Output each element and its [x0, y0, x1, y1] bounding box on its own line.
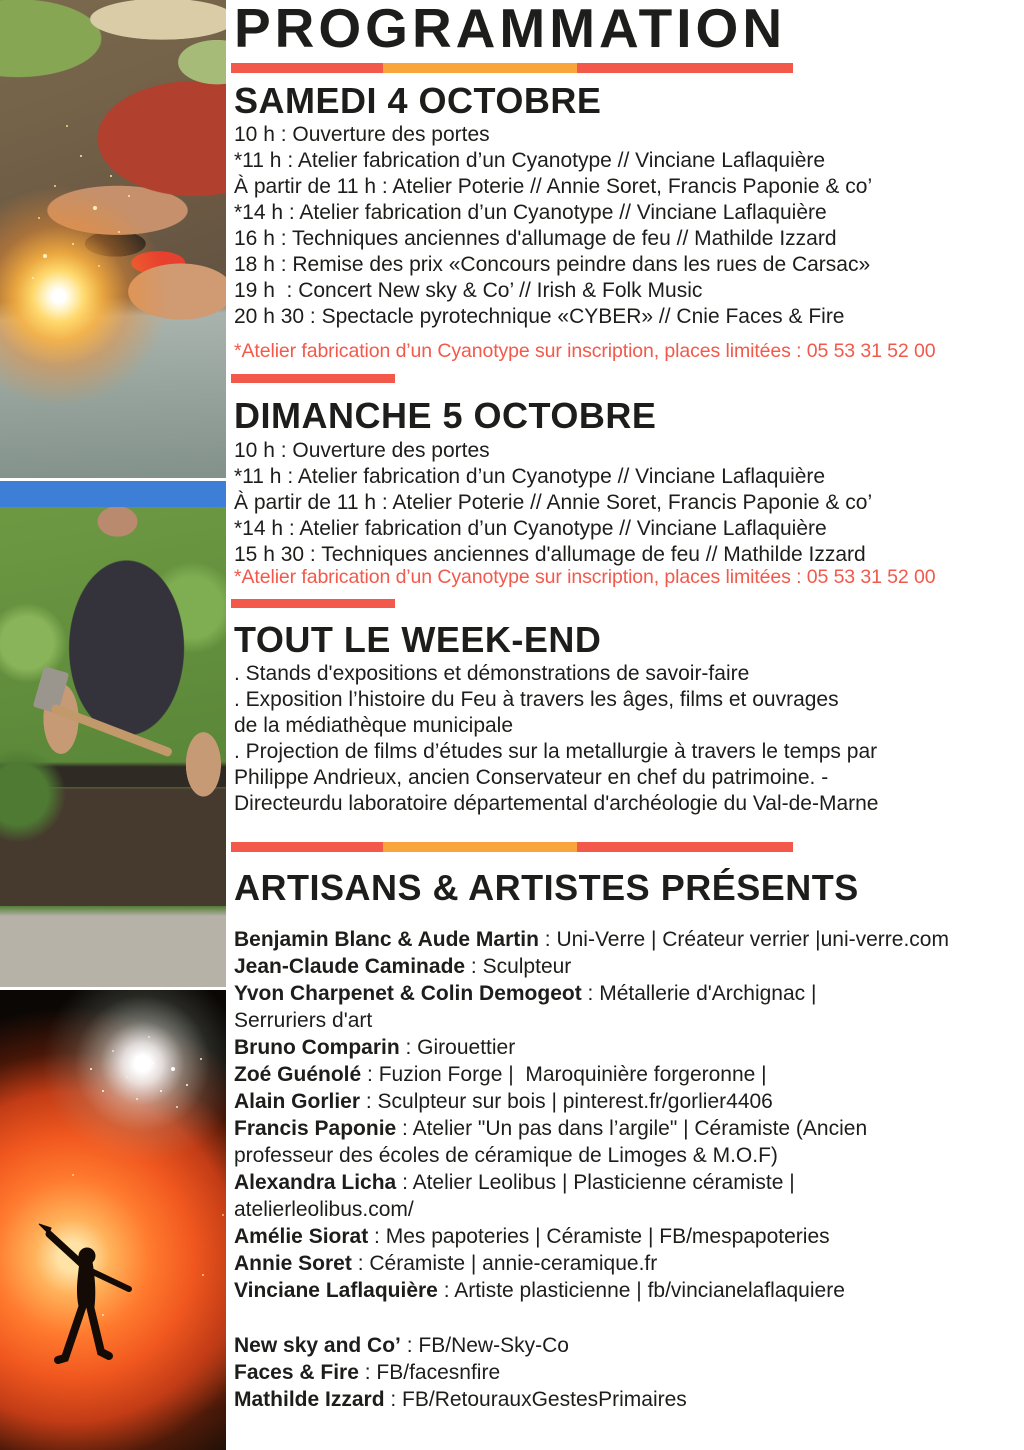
artisan-entry: Bruno Comparin : Girouettier: [234, 1036, 516, 1059]
performer-entry: Mathilde Izzard : FB/RetourauxGestesPrimaires: [234, 1388, 687, 1411]
artisan-entry: Serruriers d'art: [234, 1009, 373, 1032]
weekend-line: de la médiathèque municipale: [234, 714, 514, 737]
schedule-line: *11 h : Atelier fabrication d’un Cyanotype // Vinciane Laflaquière: [234, 465, 826, 488]
artisan-entry: Zoé Guénolé : Fuzion Forge | Maroquinière forgeronne |: [234, 1063, 767, 1086]
entry-name: Jean-Claude Caminade: [234, 955, 466, 978]
fire-performer-silhouette: [25, 1218, 137, 1378]
artisan-entry: Jean-Claude Caminade : Sculpteur: [234, 955, 572, 978]
performer-entry: Faces & Fire : FB/facesnfire: [234, 1361, 501, 1384]
schedule-line: À partir de 11 h : Atelier Poterie // Annie Soret, Francis Paponie & co’: [234, 491, 873, 514]
entry-name: Alexandra Licha: [234, 1171, 397, 1194]
entry-name: Yvon Charpenet & Colin Demogeot: [234, 982, 582, 1005]
artisan-entry: Benjamin Blanc & Aude Martin : Uni-Verre | Créateur verrier |uni-verre.com: [234, 928, 949, 951]
fire-show-photo: [0, 990, 226, 1450]
entry-name: Bruno Comparin: [234, 1036, 400, 1059]
bar-red-segment: [577, 842, 793, 852]
section-divider-bar: [231, 374, 395, 383]
weekend-line: . Stands d'expositions et démonstrations de savoir-faire: [234, 662, 750, 685]
artisan-entry: Yvon Charpenet & Colin Demogeot : Métallerie d'Archignac |: [234, 982, 817, 1005]
weekend-activities: [231, 661, 879, 817]
schedule-line: À partir de 11 h : Atelier Poterie // Annie Soret, Francis Paponie & co’: [234, 175, 873, 198]
entry-name: Faces & Fire: [234, 1361, 359, 1384]
artisan-entry: Alain Gorlier : Sculpteur sur bois | pinterest.fr/gorlier4406: [234, 1090, 773, 1113]
saturday-heading: SAMEDI 4 OCTOBRE: [234, 80, 602, 121]
artisan-entry: Alexandra Licha : Atelier Leolibus | Plasticienne céramiste |: [234, 1171, 795, 1194]
schedule-line: 15 h 30 : Techniques anciennes d'allumage de feu // Mathilde Izzard: [234, 543, 866, 566]
page-title: PROGRAMMATION: [234, 0, 787, 59]
schedule-line: 19 h : Concert New sky & Co’ // Irish & Folk Music: [234, 279, 703, 302]
artisan-entry: Vinciane Laflaquière : Artiste plasticienne | fb/vincianelaflaquiere: [234, 1279, 845, 1302]
performers-list: [231, 1332, 687, 1413]
artisans-list: [231, 926, 949, 1304]
entry-name: Alain Gorlier: [234, 1090, 361, 1113]
sunday-registration-note: *Atelier fabrication d’un Cyanotype sur inscription, places limitées : 05 53 31 52 00: [234, 566, 936, 588]
schedule-line: *14 h : Atelier fabrication d’un Cyanotype // Vinciane Laflaquière: [234, 517, 827, 540]
schedule-line: *11 h : Atelier fabrication d’un Cyanotype // Vinciane Laflaquière: [234, 149, 826, 172]
weekend-line: Philippe Andrieux, ancien Conservateur en chef du patrimoine. -: [234, 766, 829, 789]
schedule-line: 20 h 30 : Spectacle pyrotechnique «CYBER» // Cnie Faces & Fire: [234, 305, 845, 328]
sunday-schedule: [231, 438, 872, 568]
title-underline-bar: [231, 63, 793, 73]
entry-name: Benjamin Blanc & Aude Martin: [234, 928, 539, 951]
schedule-line: 18 h : Remise des prix «Concours peindre dans les rues de Carsac»: [234, 253, 871, 276]
schedule-line: 10 h : Ouverture des portes: [234, 439, 490, 462]
schedule-line: 16 h : Techniques anciennes d'allumage de feu // Mathilde Izzard: [234, 227, 837, 250]
artisan-entry: atelierleolibus.com/: [234, 1198, 414, 1221]
bar-orange-segment: [383, 63, 577, 73]
schedule-line: *14 h : Atelier fabrication d’un Cyanotype // Vinciane Laflaquière: [234, 201, 827, 224]
bar-red-segment: [231, 63, 383, 73]
artisans-divider-bar: [231, 842, 793, 852]
weekend-line: . Projection de films d’études sur la metallurgie à travers le temps par: [234, 740, 878, 763]
artisan-entry: Francis Paponie : Atelier ʺUn pas dans l’argileʺ | Céramiste (Ancien: [234, 1117, 868, 1140]
entry-name: Mathilde Izzard: [234, 1388, 385, 1411]
entry-name: New sky and Co’: [234, 1334, 401, 1357]
entry-name: Francis Paponie: [234, 1117, 397, 1140]
blacksmith-woman-photo: [0, 481, 226, 987]
entry-name: Zoé Guénolé: [234, 1063, 362, 1086]
bar-red-segment: [231, 842, 383, 852]
schedule-line: 10 h : Ouverture des portes: [234, 123, 490, 146]
saturday-registration-note: *Atelier fabrication d’un Cyanotype sur inscription, places limitées : 05 53 31 52 00: [234, 340, 936, 362]
sunday-heading: DIMANCHE 5 OCTOBRE: [234, 395, 657, 436]
entry-name: Vinciane Laflaquière: [234, 1279, 438, 1302]
entry-name: Amélie Siorat: [234, 1225, 369, 1248]
weekend-heading: TOUT LE WEEK-END: [234, 619, 602, 660]
weekend-line: Directeurdu laboratoire départemental d'archéologie du Val-de-Marne: [234, 792, 879, 815]
artisan-entry: Amélie Siorat : Mes papoteries | Céramiste | FB/mespapoteries: [234, 1225, 830, 1248]
firework-sparks-dots: [142, 1054, 144, 1056]
entry-name: Annie Soret: [234, 1252, 352, 1275]
hammer-handle-shape: [50, 703, 173, 757]
bar-red-segment: [577, 63, 793, 73]
artisan-entry: professeur des écoles de céramique de Limoges & M.O.F): [234, 1144, 778, 1167]
program-content: [231, 0, 1024, 1450]
artisans-heading: ARTISANS & ARTISTES PRÉSENTS: [234, 867, 859, 908]
saturday-schedule: [231, 122, 872, 330]
bar-orange-segment: [383, 842, 577, 852]
weekend-line: . Exposition l’histoire du Feu à travers les âges, films et ouvrages: [234, 688, 839, 711]
artisan-entry: Annie Soret : Céramiste | annie-ceramique.fr: [234, 1252, 658, 1275]
sparks-dots: [58, 295, 60, 297]
section-divider-bar: [231, 599, 395, 608]
performer-entry: New sky and Co’ : FB/New-Sky-Co: [234, 1334, 569, 1357]
metal-engraving-sparks-photo: [0, 0, 226, 478]
